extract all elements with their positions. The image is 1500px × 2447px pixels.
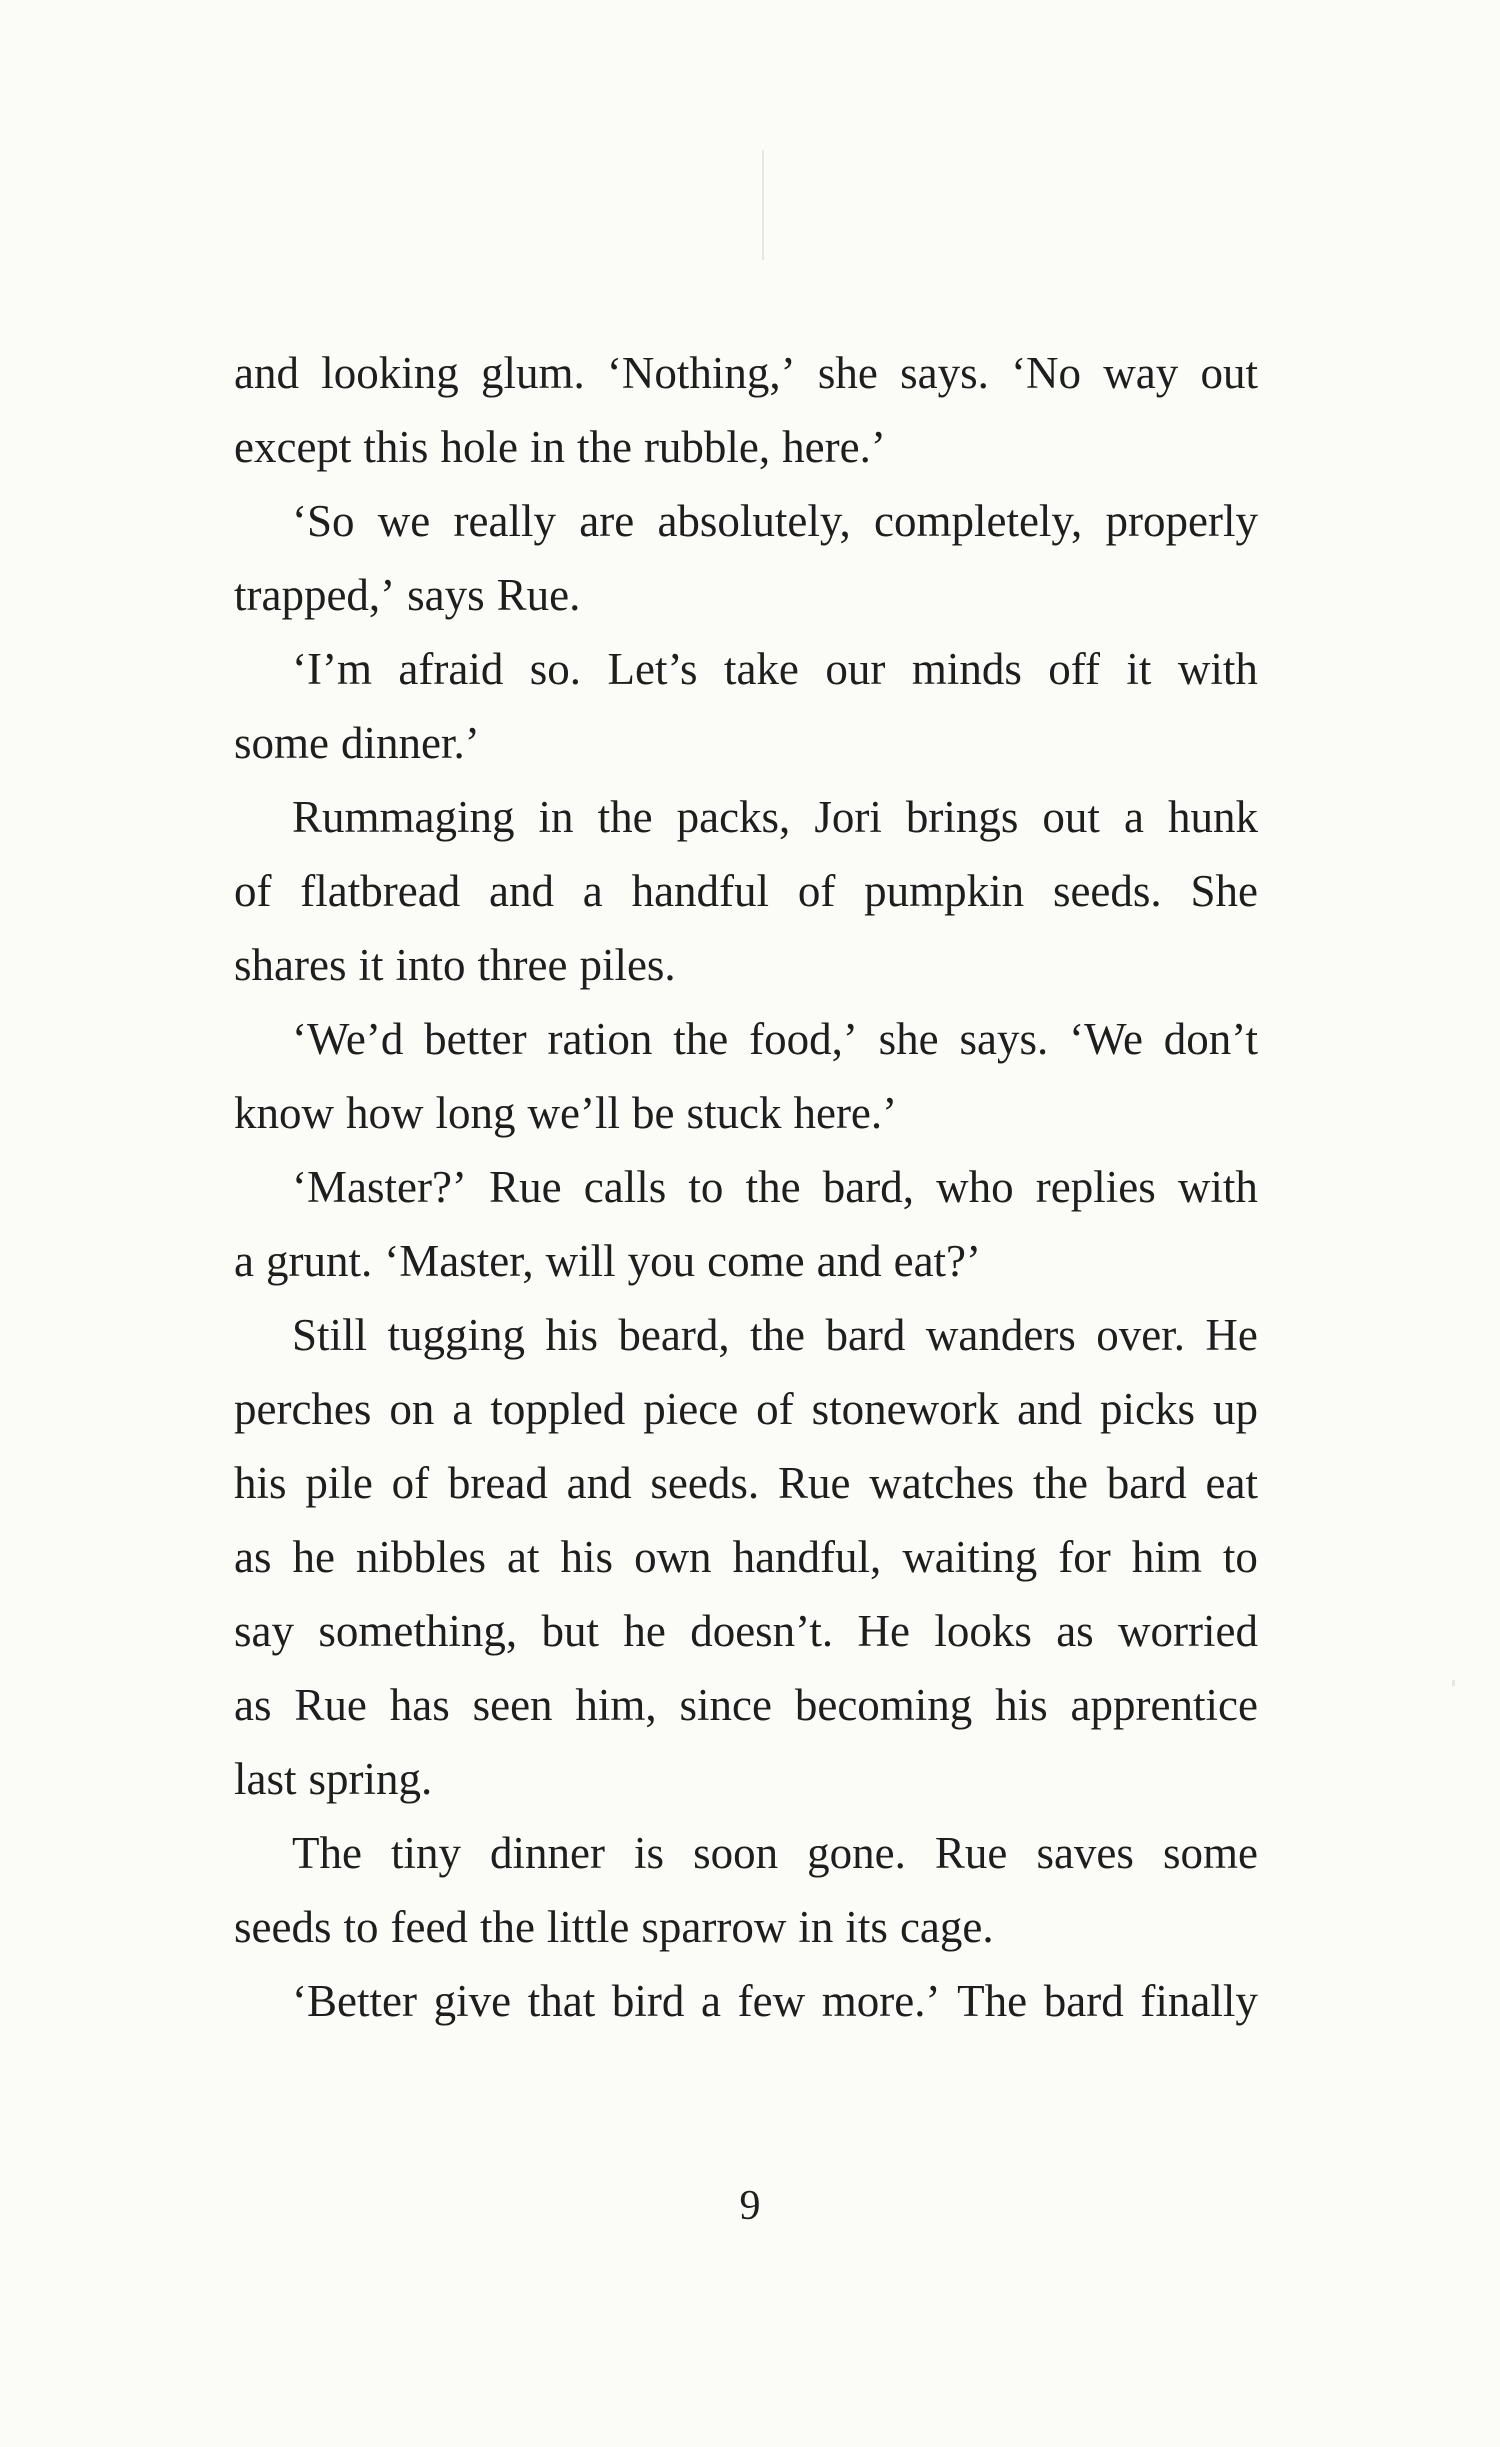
word: afraid [398, 644, 504, 694]
text-line [234, 1446, 1258, 1520]
word: Rue [777, 1458, 851, 1508]
word: says [407, 570, 485, 620]
word: own [634, 1532, 712, 1582]
word: with [1177, 1162, 1258, 1212]
word: to [1222, 1532, 1258, 1582]
word: really [453, 496, 556, 546]
word: dinner [490, 1828, 606, 1878]
word: wanders [925, 1310, 1076, 1360]
word: looking [321, 348, 459, 398]
word: last [234, 1754, 297, 1804]
word: long [435, 1088, 516, 1138]
word: be [631, 1088, 675, 1138]
word: and [566, 1458, 632, 1508]
word: to [688, 1162, 724, 1212]
text-line [234, 706, 1258, 780]
word: ‘Master?’ [292, 1162, 467, 1212]
word: completely, [874, 496, 1083, 546]
word: little [546, 1902, 630, 1952]
word: Rue [489, 1162, 562, 1212]
word: the [1032, 1458, 1088, 1508]
word: absolutely, [657, 496, 851, 546]
word: it [1126, 644, 1152, 694]
word: piece [643, 1384, 739, 1434]
word: is [634, 1828, 665, 1878]
word: are [579, 496, 635, 546]
word: seeds [234, 1902, 332, 1952]
word: on [389, 1384, 435, 1434]
word: ‘No [1011, 348, 1082, 398]
word: beard, [618, 1310, 730, 1360]
word: who [936, 1162, 1014, 1212]
word: here.’ [793, 1088, 898, 1138]
word: ‘I’m [292, 644, 372, 694]
word: Rue [294, 1680, 367, 1730]
word: spring. [308, 1754, 433, 1804]
word: ‘We’d [292, 1014, 404, 1064]
word: the [597, 792, 653, 842]
word: at [507, 1532, 540, 1582]
word: a [1123, 792, 1144, 842]
word: a [452, 1384, 473, 1434]
word: handful [631, 866, 770, 916]
word: hole [440, 422, 518, 472]
word: doesn’t. [690, 1606, 834, 1656]
word: rubble, [643, 422, 771, 472]
word: some [1162, 1828, 1258, 1878]
word: of [391, 1458, 430, 1508]
word: ‘Better [292, 1976, 417, 2026]
word: his [234, 1458, 287, 1508]
word: and [234, 348, 299, 398]
text-line [234, 484, 1258, 558]
word: piles. [579, 940, 676, 990]
word: a [701, 1976, 722, 2026]
word: come [707, 1236, 805, 1286]
word: ‘Nothing,’ [606, 348, 796, 398]
word: we [377, 496, 431, 546]
word: it [358, 940, 384, 990]
word: you [627, 1236, 696, 1286]
word: ration [547, 1014, 653, 1064]
word: seeds. [650, 1458, 760, 1508]
word: worried [1118, 1606, 1258, 1656]
text-line [234, 1150, 1258, 1224]
text-line [234, 410, 1258, 484]
word: off [1048, 644, 1100, 694]
word: and [816, 1236, 882, 1286]
word: except [234, 422, 352, 472]
word: seen [472, 1680, 553, 1730]
text-line [234, 1076, 1258, 1150]
word: He [857, 1606, 910, 1656]
word: know [234, 1088, 334, 1138]
word: trapped,’ [234, 570, 396, 620]
word: he [292, 1532, 335, 1582]
word: she [878, 1014, 939, 1064]
word: the [745, 1162, 801, 1212]
text-line [234, 854, 1258, 928]
word: pumpkin [864, 866, 1025, 916]
text-line [234, 1002, 1258, 1076]
word: of [756, 1384, 794, 1434]
word: here.’ [782, 422, 886, 472]
word: pile [305, 1458, 373, 1508]
text-line [234, 1964, 1258, 2038]
word: Rummaging [292, 792, 515, 842]
word: as [1056, 1606, 1094, 1656]
word: gone. [807, 1828, 906, 1878]
text-line [234, 1890, 1258, 1964]
word: ‘So [292, 496, 355, 546]
word: out [1200, 348, 1258, 398]
word: bard [1043, 1976, 1124, 2026]
word: stonework [811, 1384, 1000, 1434]
word: finally [1140, 1976, 1258, 2026]
word: She [1190, 866, 1258, 916]
word: bard [1106, 1458, 1187, 1508]
word: bard [825, 1310, 906, 1360]
text-line [234, 1372, 1258, 1446]
word: packs, [676, 792, 791, 842]
word: him, [575, 1680, 657, 1730]
word: in [529, 422, 565, 472]
text-line [234, 632, 1258, 706]
text-line [234, 558, 1258, 632]
text-line [234, 336, 1258, 410]
word: its [845, 1902, 888, 1952]
word: so. [529, 644, 582, 694]
text-line [234, 928, 1258, 1002]
word: him [1131, 1532, 1202, 1582]
word: becoming [794, 1680, 973, 1730]
word: says. [900, 348, 989, 398]
word: three [477, 940, 568, 990]
text-line [234, 1224, 1258, 1298]
word: out [1042, 792, 1100, 842]
text-line [234, 1594, 1258, 1668]
word: watches [869, 1458, 1015, 1508]
word: the [479, 1902, 535, 1952]
word: that [527, 1976, 596, 2026]
word: the [750, 1310, 805, 1360]
word: for [1058, 1532, 1111, 1582]
text-line [234, 1742, 1258, 1816]
word: a [582, 866, 603, 916]
word: apprentice [1070, 1680, 1258, 1730]
word: to [343, 1902, 379, 1952]
word: and [1017, 1384, 1083, 1434]
word: eat [1205, 1458, 1258, 1508]
word: how [346, 1088, 424, 1138]
text-line [234, 1298, 1258, 1372]
word: some [234, 718, 329, 768]
word: we’ll [527, 1088, 620, 1138]
word: as [234, 1680, 272, 1730]
word: cage. [899, 1902, 994, 1952]
word: his [545, 1310, 598, 1360]
word: ‘We [1069, 1014, 1143, 1064]
word: properly [1105, 496, 1258, 546]
word: tugging [387, 1310, 525, 1360]
word: replies [1035, 1162, 1156, 1212]
word: but [541, 1606, 599, 1656]
scan-crease-mark [762, 150, 764, 260]
word: saves [1036, 1828, 1134, 1878]
word: Let’s [607, 644, 698, 694]
word: into [395, 940, 466, 990]
word: shares [234, 940, 347, 990]
word: in [538, 792, 574, 842]
word: stuck [686, 1088, 782, 1138]
word: The [292, 1828, 362, 1878]
word: Rue. [496, 570, 581, 620]
word: in [798, 1902, 834, 1952]
word: he [623, 1606, 666, 1656]
word: Still [292, 1310, 368, 1360]
word: ‘Master, [384, 1236, 534, 1286]
word: calls [583, 1162, 667, 1212]
word: bread [447, 1458, 548, 1508]
word: tiny [391, 1828, 462, 1878]
word: give [433, 1976, 512, 2026]
word: dinner.’ [341, 718, 480, 768]
word: eat?’ [893, 1236, 982, 1286]
word: food,’ [749, 1014, 858, 1064]
word: more.’ [821, 1976, 941, 2026]
word: picks [1100, 1384, 1196, 1434]
word: since [679, 1680, 772, 1730]
word: minds [911, 644, 1022, 694]
word: Jori [814, 792, 882, 842]
word: bird [611, 1976, 685, 2026]
word: say [234, 1606, 294, 1656]
word: bard, [822, 1162, 914, 1212]
word: Rue [934, 1828, 1008, 1878]
word: sparrow [641, 1902, 787, 1952]
word: feed [390, 1902, 468, 1952]
word: the [576, 422, 632, 472]
word: of [234, 866, 272, 916]
word: says. [959, 1014, 1049, 1064]
word: hunk [1167, 792, 1258, 842]
text-line [234, 1668, 1258, 1742]
text-line [234, 1520, 1258, 1594]
word: nibbles [356, 1532, 487, 1582]
word: toppled [490, 1384, 626, 1434]
word: grunt. [265, 1236, 373, 1286]
word: take [723, 644, 799, 694]
word: something, [318, 1606, 518, 1656]
word: this [363, 422, 429, 472]
word: waiting [902, 1532, 1038, 1582]
word: few [737, 1976, 806, 2026]
word: our [825, 644, 886, 694]
page-number: 9 [739, 2183, 761, 2229]
word: don’t [1163, 1014, 1258, 1064]
text-line [234, 1816, 1258, 1890]
word: up [1213, 1384, 1258, 1434]
text-line [234, 780, 1258, 854]
word: with [1177, 644, 1258, 694]
word: will [545, 1236, 616, 1286]
word: He [1205, 1310, 1258, 1360]
word: way [1103, 348, 1179, 398]
word: his [995, 1680, 1048, 1730]
word: over. [1096, 1310, 1185, 1360]
word: his [560, 1532, 614, 1582]
word: glum. [480, 348, 585, 398]
word: has [389, 1680, 450, 1730]
word: brings [905, 792, 1019, 842]
word: The [957, 1976, 1028, 2026]
word: handful, [732, 1532, 882, 1582]
word: she [817, 348, 878, 398]
word: a [234, 1236, 254, 1286]
word: flatbread [300, 866, 461, 916]
word: as [234, 1532, 272, 1582]
word: and [489, 866, 554, 916]
word: looks [934, 1606, 1032, 1656]
word: the [673, 1014, 729, 1064]
word: perches [234, 1384, 372, 1434]
word: soon [693, 1828, 779, 1878]
word: of [797, 866, 836, 916]
scan-edge-mark [1452, 1680, 1455, 1686]
word: seeds. [1052, 866, 1162, 916]
word: better [424, 1014, 527, 1064]
